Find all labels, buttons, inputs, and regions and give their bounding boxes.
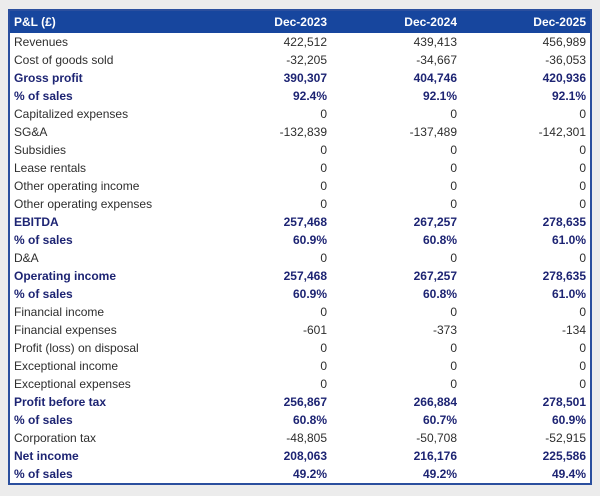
row-value: -142,301 <box>538 125 586 139</box>
row-label: Net income <box>14 449 79 463</box>
row-value: 216,176 <box>413 449 457 463</box>
row-value: 267,257 <box>413 215 457 229</box>
row-value: 267,257 <box>413 269 457 283</box>
row-label: Exceptional expenses <box>14 377 131 391</box>
row-label: % of sales <box>14 413 73 427</box>
row-label: % of sales <box>14 89 73 103</box>
row-value: 0 <box>579 251 586 265</box>
row-label: Other operating income <box>14 179 140 193</box>
row-value: 60.9% <box>292 233 327 247</box>
total-row <box>9 69 591 87</box>
row-value: 420,936 <box>542 71 586 85</box>
header-row <box>9 10 591 33</box>
row-value: 0 <box>579 341 586 355</box>
row-value: 225,586 <box>542 449 586 463</box>
row-value: 92.1% <box>422 89 457 103</box>
row-label: Financial expenses <box>14 323 117 337</box>
total-row <box>9 393 591 411</box>
row-value: 266,884 <box>413 395 457 409</box>
table-row <box>9 249 591 267</box>
row-value: 0 <box>320 161 327 175</box>
table-row <box>9 51 591 69</box>
row-value: 439,413 <box>413 35 457 49</box>
row-value: 0 <box>320 197 327 211</box>
total-row <box>9 465 591 484</box>
column-header-dec-2023: Dec-2023 <box>201 10 331 33</box>
table-row <box>9 321 591 339</box>
row-value: 0 <box>450 161 457 175</box>
row-value: 390,307 <box>283 71 327 85</box>
row-value: 0 <box>450 179 457 193</box>
row-value: 0 <box>320 305 327 319</box>
row-value: -132,839 <box>279 125 327 139</box>
row-value: 49.2% <box>422 467 457 481</box>
total-row <box>9 267 591 285</box>
row-value: 278,635 <box>542 215 586 229</box>
table-row <box>9 159 591 177</box>
row-value: 0 <box>320 377 327 391</box>
row-value: 278,501 <box>542 395 586 409</box>
row-label: % of sales <box>14 467 73 481</box>
row-value: 0 <box>320 341 327 355</box>
row-value: 92.4% <box>292 89 327 103</box>
row-label: Profit before tax <box>14 395 107 409</box>
row-value: 0 <box>579 197 586 211</box>
row-value: 0 <box>450 197 457 211</box>
column-header-dec-2024: Dec-2024 <box>331 10 461 33</box>
table-row <box>9 141 591 159</box>
row-label: Lease rentals <box>14 161 87 175</box>
row-label: Cost of goods sold <box>14 53 114 67</box>
row-label: Other operating expenses <box>14 197 153 211</box>
table-row <box>9 105 591 123</box>
row-value: 0 <box>579 377 586 391</box>
row-label: D&A <box>14 251 39 265</box>
row-label: Operating income <box>14 269 117 283</box>
row-value: 60.8% <box>422 233 457 247</box>
total-row <box>9 411 591 429</box>
row-value: 456,989 <box>542 35 586 49</box>
table-row <box>9 33 591 51</box>
row-value: -34,667 <box>416 53 457 67</box>
table-row <box>9 339 591 357</box>
row-label: Financial income <box>14 305 105 319</box>
row-label: Revenues <box>14 35 69 49</box>
row-label: % of sales <box>14 233 73 247</box>
row-value: 0 <box>450 341 457 355</box>
row-value: 49.4% <box>551 467 586 481</box>
table-row <box>9 303 591 321</box>
row-label: EBITDA <box>14 215 59 229</box>
row-value: 0 <box>450 359 457 373</box>
table-row <box>9 429 591 447</box>
row-label: Subsidies <box>14 143 67 157</box>
total-row <box>9 87 591 105</box>
row-value: 257,468 <box>283 215 327 229</box>
row-label: SG&A <box>14 125 48 139</box>
row-value: 0 <box>320 359 327 373</box>
row-value: -137,489 <box>409 125 457 139</box>
row-value: 0 <box>579 107 586 121</box>
row-value: 60.9% <box>551 413 586 427</box>
row-value: 257,468 <box>283 269 327 283</box>
table-row <box>9 375 591 393</box>
row-value: 49.2% <box>292 467 327 481</box>
row-value: -601 <box>302 323 327 337</box>
total-row <box>9 213 591 231</box>
pnl-report <box>8 9 592 485</box>
row-value: -134 <box>561 323 586 337</box>
row-value: 92.1% <box>551 89 586 103</box>
row-value: 0 <box>320 179 327 193</box>
row-value: 256,867 <box>283 395 327 409</box>
table-title: P&L (£) <box>9 10 201 33</box>
row-value: 0 <box>450 251 457 265</box>
table-row <box>9 123 591 141</box>
table-row <box>9 177 591 195</box>
row-value: -36,053 <box>545 53 586 67</box>
row-value: 0 <box>579 161 586 175</box>
row-label: Exceptional income <box>14 359 119 373</box>
row-value: 422,512 <box>283 35 327 49</box>
row-value: -32,205 <box>286 53 327 67</box>
row-value: -48,805 <box>286 431 327 445</box>
row-label: Profit (loss) on disposal <box>14 341 139 355</box>
row-value: 60.9% <box>292 287 327 301</box>
row-value: 0 <box>579 179 586 193</box>
row-value: 61.0% <box>551 287 586 301</box>
total-row <box>9 231 591 249</box>
row-value: 60.7% <box>422 413 457 427</box>
row-label: Corporation tax <box>14 431 97 445</box>
row-value: 0 <box>320 143 327 157</box>
total-row <box>9 285 591 303</box>
row-value: 0 <box>320 107 327 121</box>
row-value: 0 <box>450 107 457 121</box>
table-row <box>9 195 591 213</box>
row-value: 60.8% <box>292 413 327 427</box>
row-value: 0 <box>579 305 586 319</box>
row-value: 0 <box>450 377 457 391</box>
row-label: Gross profit <box>14 71 83 85</box>
row-value: 208,063 <box>283 449 327 463</box>
row-value: 61.0% <box>551 233 586 247</box>
row-value: 0 <box>579 143 586 157</box>
row-value: 278,635 <box>542 269 586 283</box>
row-value: 0 <box>450 143 457 157</box>
row-value: 60.8% <box>422 287 457 301</box>
row-value: -50,708 <box>416 431 457 445</box>
row-label: % of sales <box>14 287 73 301</box>
row-value: 404,746 <box>413 71 457 85</box>
table-row <box>9 357 591 375</box>
row-value: -373 <box>432 323 457 337</box>
row-value: 0 <box>320 251 327 265</box>
row-value: -52,915 <box>545 431 586 445</box>
total-row <box>9 447 591 465</box>
row-label: Capitalized expenses <box>14 107 129 121</box>
row-value: 0 <box>579 359 586 373</box>
column-header-dec-2025: Dec-2025 <box>461 10 591 33</box>
row-value: 0 <box>450 305 457 319</box>
pnl-table <box>8 9 592 485</box>
